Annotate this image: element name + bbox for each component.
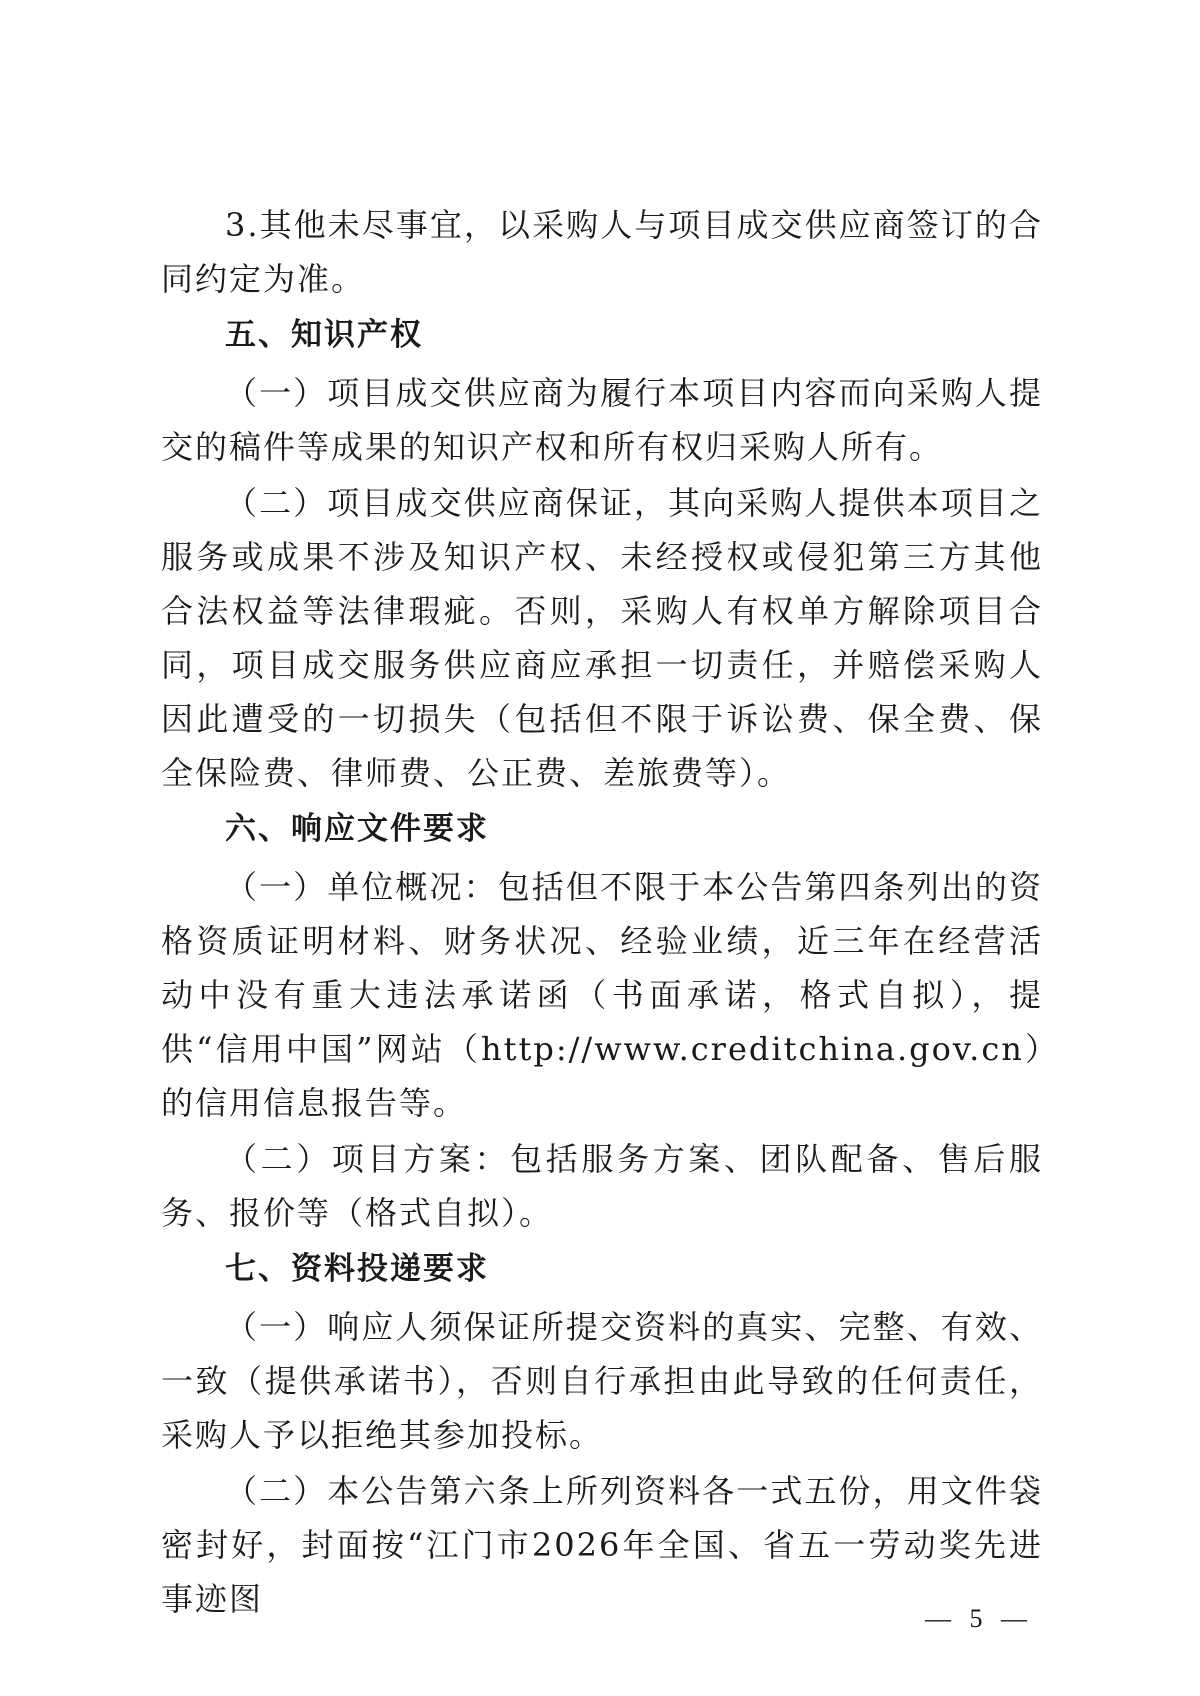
document-body <box>161 198 1043 1626</box>
page-number: — 5 — <box>925 1604 1033 1633</box>
paragraph-authenticity: （一）响应人须保证所提交资料的真实、完整、有效、一致（提供承诺书），否则自行承担由此导致的任何责任，采购人予以拒绝其参加投标。 <box>161 1308 1043 1454</box>
paragraph-ip-ownership: （一）项目成交供应商为履行本项目内容而向采购人提交的稿件等成果的知识产权和所有权归采购人所有。 <box>161 374 1043 466</box>
heading-response-documents: 六、响应文件要求 <box>225 811 489 847</box>
paragraph-ip-guarantee: （二）项目成交供应商保证，其向采购人提供本项目之服务或成果不涉及知识产权、未经授权或侵犯第三方其他合法权益等法律瑕疵。否则，采购人有权单方解除项目合同，项目成交服务供应商应承担一切责任，并赔偿采购人因此遭受的一切损失（包括但不限于诉讼费、保全费、保全保险费、律师费、公正费、差旅费等）。 <box>161 484 1043 792</box>
paragraph-project-plan: （二）项目方案：包括服务方案、团队配备、售后服务、报价等（格式自拟）。 <box>161 1140 1043 1232</box>
heading-intellectual-property: 五、知识产权 <box>225 317 423 353</box>
paragraph-company-profile: （一）单位概况：包括但不限于本公告第四条列出的资格资质证明材料、财务状况、经验业绩，近三年在经营活动中没有重大违法承诺函（书面承诺，格式自拟），提供“信用中国”网站（http://www.creditchina.gov.cn）的信用信息报告等。 <box>161 868 1043 1122</box>
paragraph-copies-sealing: （二）本公告第六条上所列资料各一式五份，用文件袋密封好，封面按“江门市2026年全国、省五一劳动奖先进事迹图 <box>161 1472 1043 1618</box>
paragraph-other-matters: 3.其他未尽事宜，以采购人与项目成交供应商签订的合同约定为准。 <box>161 206 1043 298</box>
heading-submission-requirements: 七、资料投递要求 <box>225 1251 489 1287</box>
